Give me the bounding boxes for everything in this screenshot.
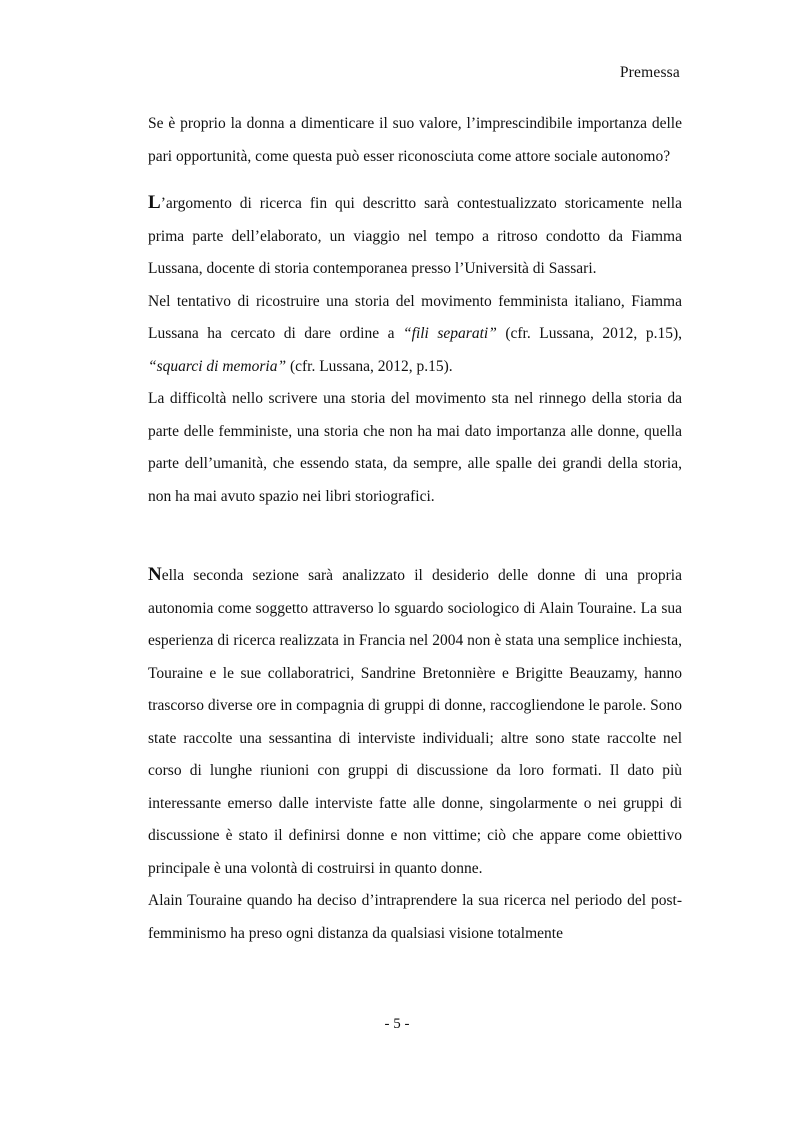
body-text [148,108,682,950]
drop-initial: N [148,564,162,585]
drop-initial: L [148,192,161,213]
paragraph-2-text: ’argomento di ricerca fin qui descritto sarà contestualizzato storicamente nella prima parte dell’elaborato, un viaggio nel tempo a ritroso condotto da Fiamma Lussana, docente di storia contemporanea presso l’Università di Sassari. [148,195,682,277]
paragraph-3-text-a: Nel tentativo di ricostruire una storia del movimento femminista italiano, Fiamma Lussana ha cercato di dare ordine a [148,292,682,342]
paragraph-4: La difficoltà nello scrivere una storia del movimento sta nel rinnego della storia da parte delle femministe, una storia che non ha mai dato importanza alle donne, quella parte dell’umanità, che essendo stata, da sempre, alle spalle dei grandi della storia, non ha mai avuto spazio nei libri storiografici. [148,390,682,505]
paragraph-3-text-b: (cfr. Lussana, 2012, p.15), [496,325,682,342]
paragraph-5 [148,559,682,885]
running-header: Premessa [619,64,680,81]
paragraph-2 [148,187,682,286]
quote-squarci-di-memoria: “squarci di memoria” [148,357,287,375]
paragraph-3-text-c: (cfr. Lussana, 2012, p.15). [286,357,453,375]
paragraph-5-text: ella seconda sezione sarà analizzato il desiderio delle donne di una propria autonomia come soggetto attraverso lo sguardo sociologico di Alain Touraine. La sua esperienza di ricerca realizzata in Francia nel 2004 non è stata una semplice inchiesta, Touraine e le sue collaboratrici, Sandrine Bretonnière e Brigitte Beauzamy, hanno trascorso diverse ore in compagnia di gruppi di donne, raccogliendone le parole. Sono state raccolte una sessantina di interviste individuali; altre sono state raccolte nel corso di lunghe riunioni con gruppi di discussione da loro formati. Il dato più interessante emerso dalle interviste fatte alle donne, singolarmente o nei gruppi di discussione è stato il definirsi donne e non vittime; ciò che appare come obiettivo principale è una volontà di costruirsi in quanto donne. [148,567,682,877]
quote-fili-separati: “fili separati” [403,325,497,342]
paragraph-1: Se è proprio la donna a dimenticare il suo valore, l’imprescindibile importanza delle pari opportunità, come questa può esser riconosciuta come attore sociale autonomo? [148,115,682,165]
paragraph-6: Alain Touraine quando ha deciso d’intraprendere la sua ricerca nel periodo del post-femminismo ha preso ogni distanza da qualsiasi visione totalmente [148,892,682,942]
paragraph-3 [148,286,682,384]
page-number: - 5 - [384,1016,410,1032]
